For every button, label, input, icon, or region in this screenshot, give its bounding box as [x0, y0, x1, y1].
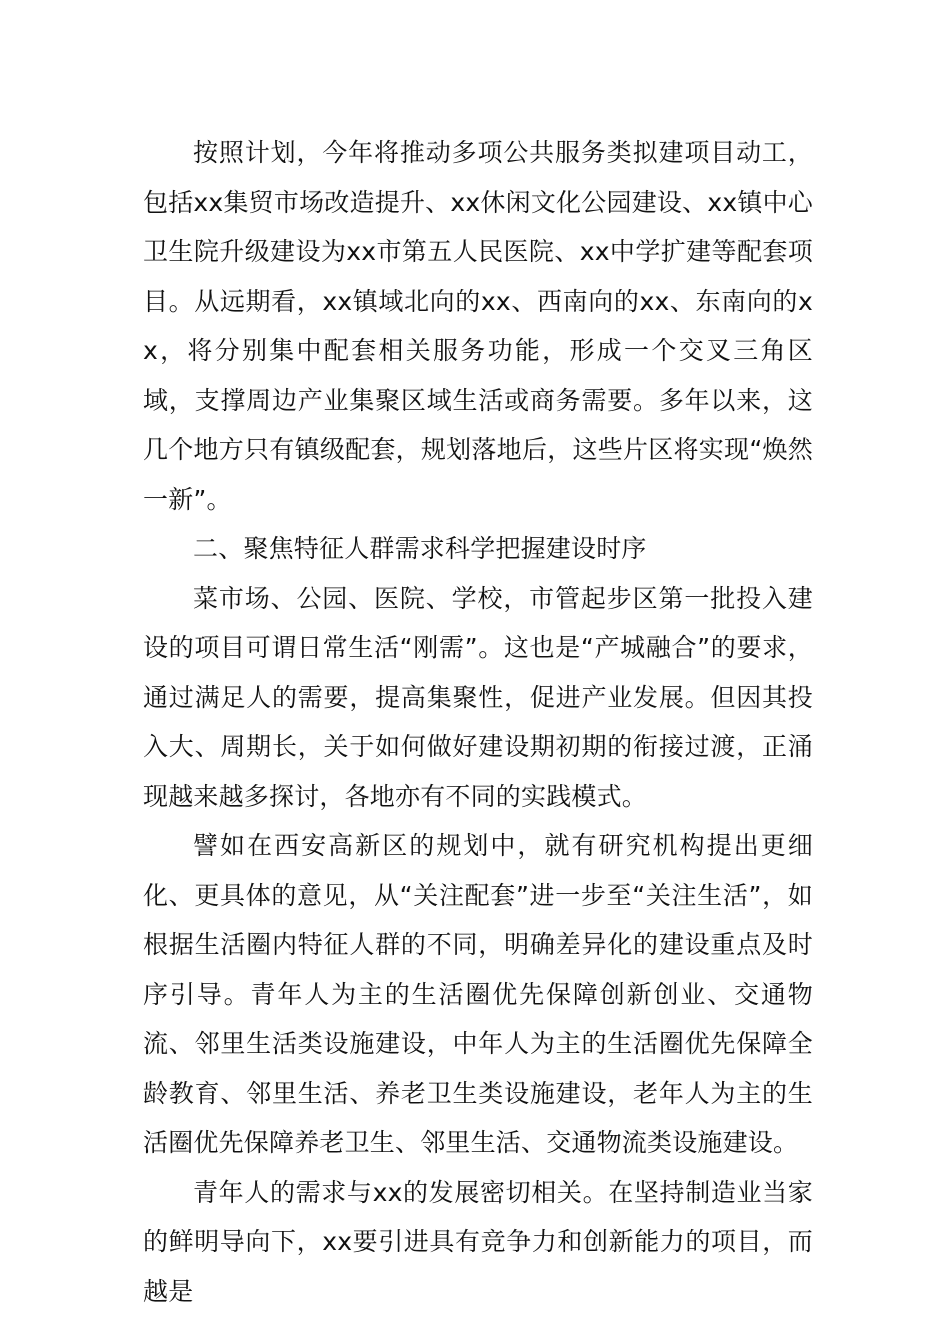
paragraph-xian-example: 譬如在西安高新区的规划中，就有研究机构提出更细化、更具体的意见，从“关注配套”进一步至“关注生活”，如根据生活圈内特征人群的不同，明确差异化的建设重点及时序引导。青年人为主的生活圈优先保障创新创业、交通物流、邻里生活类设施建设，中年人为主的生活圈优先保障全龄教育、邻里生活、养老卫生类设施建设，老年人为主的生活圈优先保障养老卫生、邻里生活、交通物流类设施建设。 — [143, 831, 813, 1157]
section-heading-2: 二、聚焦特征人群需求科学把握建设时序 — [193, 534, 647, 563]
document-body — [143, 128, 813, 1316]
paragraph-youth-needs: 青年人的需求与xx的发展密切相关。在坚持制造业当家的鲜明导向下，xx要引进具有竞争力和创新能力的项目，而越是 — [143, 1177, 813, 1306]
paragraph-public-services-plan: 按照计划，今年将推动多项公共服务类拟建项目动工，包括xx集贸市场改造提升、xx休闲文化公园建设、xx镇中心卫生院升级建设为xx市第五人民医院、xx中学扩建等配套项目。从远期看，xx镇域北向的xx、西南向的xx、东南向的xx，将分别集中配套相关服务功能，形成一个交叉三角区域，支撑周边产业集聚区域生活或商务需要。多年以来，这几个地方只有镇级配套，规划落地后，这些片区将实现“焕然一新”。 — [143, 138, 813, 514]
paragraph-daily-needs: 菜市场、公园、医院、学校，市管起步区第一批投入建设的项目可谓日常生活“刚需”。这也是“产城融合”的要求，通过满足人的需要，提高集聚性，促进产业发展。但因其投入大、周期长，关于如何做好建设期初期的衔接过渡，正涌现越来越多探讨，各地亦有不同的实践模式。 — [143, 583, 813, 811]
